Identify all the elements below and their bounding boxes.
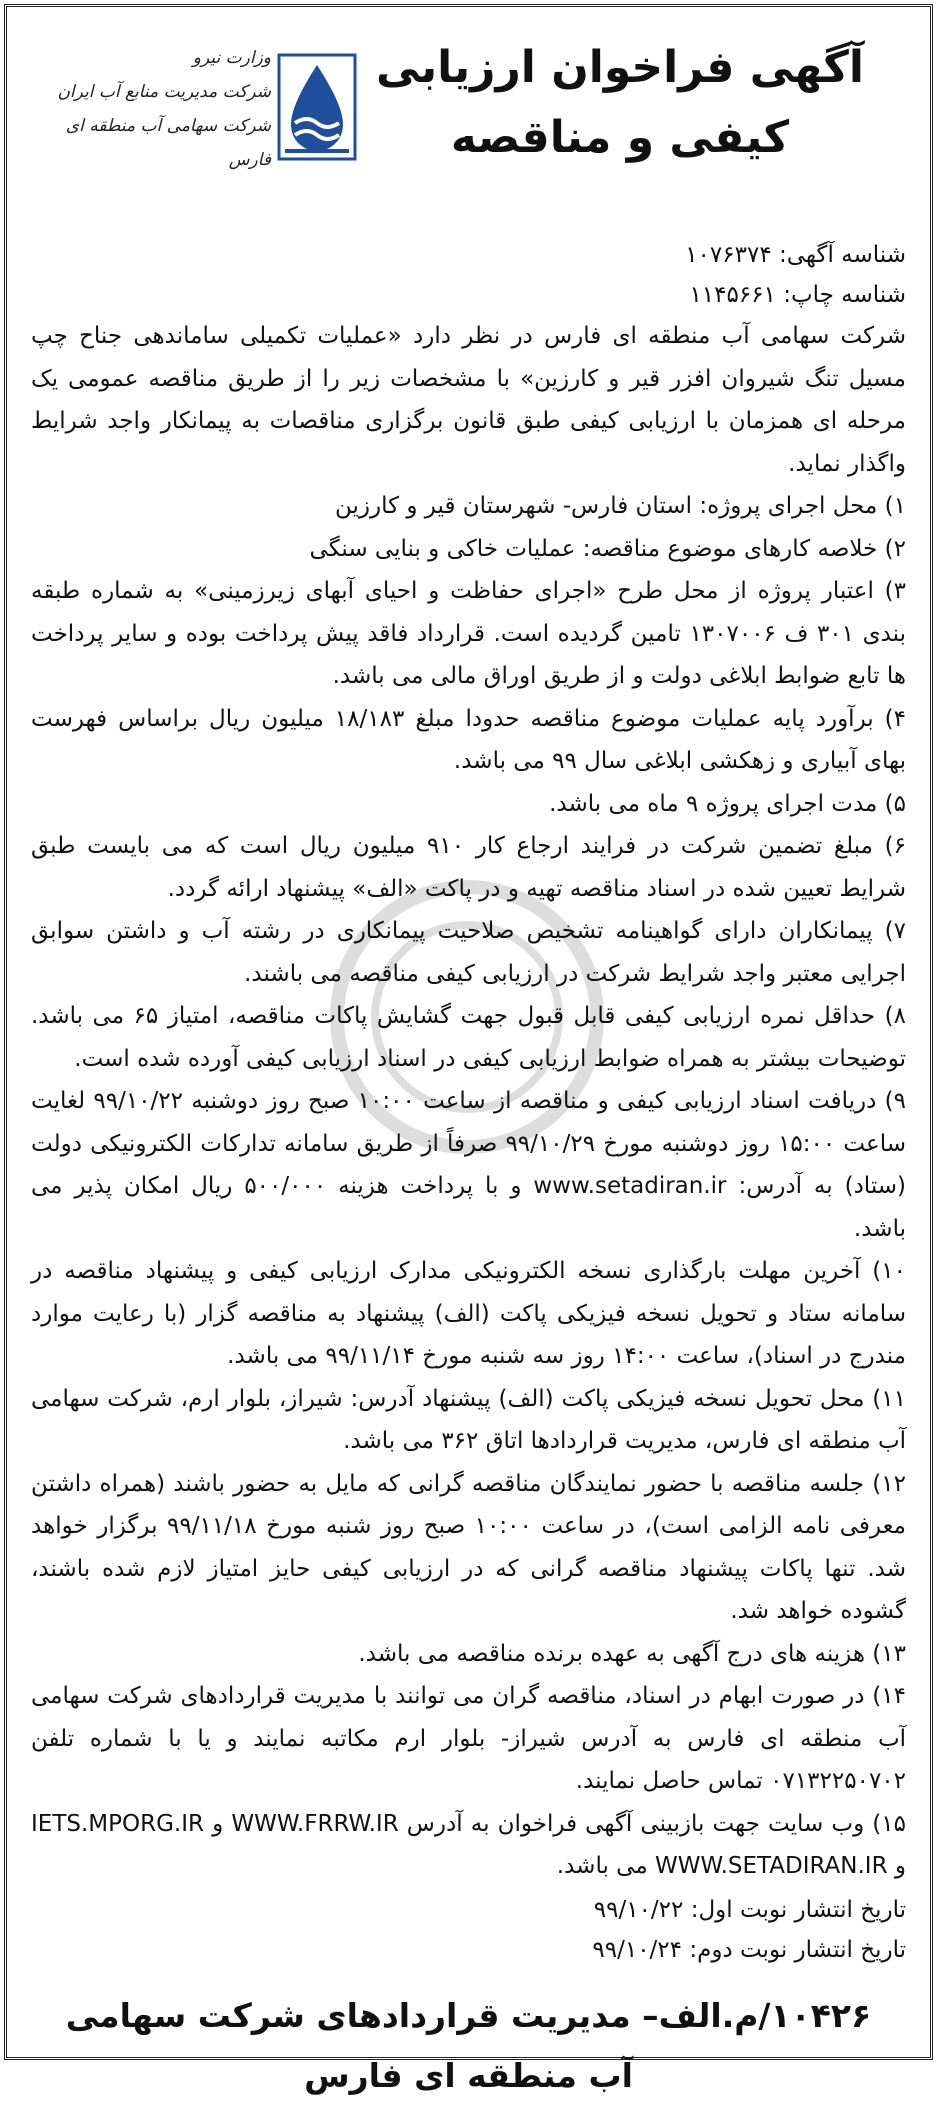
second-publication-date: تاریخ انتشار نوبت دوم: ۹۹/۱۰/۲۴: [592, 1936, 906, 1963]
list-item: ۸) حداقل نمره ارزیابی کیفی قابل قبول جهت گشایش پاکات مناقصه، امتیاز ۶۵ می باشد. توضیحات بیشتر به همراه ضوابط ارزیابی کیفی در اسناد ارزیابی کیفی آورده شده است.: [31, 1003, 906, 1072]
intro-paragraph: شرکت سهامی آب منطقه ای فارس در نظر دارد «عملیات تکمیلی ساماندهی جناح چپ مسیل تنگ شیروان افزر قیر و کارزین» با مشخصات زیر را از طریق مناقصه عمومی یک مرحله ای همزمان با ارزیابی کیفی طبق قانون برگزاری مناقصات به پیمانکار واجد شرایط واگذار نماید.: [31, 323, 906, 477]
company-logo: [37, 35, 357, 185]
list-item: ۱۱) محل تحویل نسخه فیزیکی پاکت (الف) پیشنهاد آدرس: شیراز، بلوار ارم، شرکت سهامی آب منطقه ای فارس، مدیریت قراردادها اتاق ۳۶۲ می باشد.: [31, 1385, 906, 1454]
list-item: ۱۴) در صورت ابهام در اسناد، مناقصه گران می توانند با مدیریت قراردادهای شرکت سهامی آب منطقه ای فارس به آدرس شیراز- بلوار ارم مکاتبه نمایند و یا با شماره تلفن ۰۷۱۳۲۲۵۰۷۰۲ تماس حاصل نمایند.: [31, 1683, 906, 1794]
tender-notice: [4, 4, 933, 2095]
list-item: ۴) برآورد پایه عملیات موضوع مناقصه حدودا مبلغ ۱۸/۱۸۳ میلیون ریال براساس فهرست بهای آبیاری و زهکشی ابلاغی سال ۹۹ می باشد.: [31, 705, 906, 774]
print-id: شناسه چاپ: ۱۱۴۵۶۶۱: [689, 282, 906, 308]
publication-dates: [31, 1890, 906, 1970]
ad-id: شناسه آگهی: ۱۰۷۶۳۷۴: [685, 242, 906, 268]
list-item: ۳) اعتبار پروژه از محل طرح «اجرای حفاظت و احیای آبهای زیرزمینی» به شماره طبقه بندی ۳۰۱ ف ۱۳۰۷۰۰۶ تامین گردیده است. قرارداد فاقد پیش پرداخت بوده و سایر پرداخت ها تابع ضوابط ابلاغی دولت و از طریق اوراق مالی می باشد.: [31, 578, 906, 689]
notice-header: [31, 25, 906, 235]
title-line-2: کیفی و مناقصه: [450, 112, 790, 163]
water-drop-logo-icon: [277, 53, 357, 163]
logo-line-2: شرکت مدیریت منابع آب ایران: [57, 82, 271, 102]
first-publication-date: تاریخ انتشار نوبت اول: ۹۹/۱۰/۲۲: [593, 1896, 906, 1923]
footer-line-2: آب منطقه ای فارس: [304, 2055, 633, 2095]
list-item: ۱۲) جلسه مناقصه با حضور نمایندگان مناقصه گرانی که مایل به حضور باشند (همراه داشتن معرفی نامه الزامی است)، در ساعت ۱۰:۰۰ صبح روز شنبه مورخ ۹۹/۱۱/۱۸ برگزار خواهد شد. تنها پاکات پیشنهاد مناقصه گرانی که در ارزیابی کیفی حایز امتیاز لازم شده باشند، گشوده خواهد شد.: [31, 1470, 906, 1624]
list-item: ۲) خلاصه کارهای موضوع مناقصه: عملیات خاکی و بنایی سنگی: [309, 535, 906, 562]
notice-items: [31, 485, 906, 1888]
list-item: ۵) مدت اجرای پروژه ۹ ماه می باشد.: [549, 790, 906, 817]
list-item: ۶) مبلغ تضمین شرکت در فرایند ارجاع کار ۹۱۰ میلیون ریال است که می بایست طبق شرایط تعیین شده در اسناد مناقصه تهیه و در پاکت «الف» پیشنهاد ارائه گردد.: [31, 833, 906, 902]
list-item: ۱۰) آخرین مهلت بارگذاری نسخه الکترونیکی مدارک ارزیابی کیفی و پیشنهاد مناقصه در سامانه ستاد و تحویل نسخه فیزیکی پاکت (الف) پیشنهاد به مناقصه گزار (با رعایت موارد مندرج در اسناد)، ساعت ۱۴:۰۰ روز سه شنبه مورخ ۹۹/۱۱/۱۴ می باشد.: [31, 1258, 906, 1369]
logo-line-3: شرکت سهامی آب منطقه ای فارس: [65, 116, 271, 170]
list-item: ۹) دریافت اسناد ارزیابی کیفی و مناقصه از ساعت ۱۰:۰۰ صبح روز دوشنبه ۹۹/۱۰/۲۲ لغایت ساعت ۱۵:۰۰ روز دوشنبه مورخ ۹۹/۱۰/۲۹ صرفاً از طریق سامانه تدارکات الکترونیکی دولت (ستاد) به آدرس: www.setadiran.ir و با پرداخت هزینه ۵۰۰/۰۰۰ ریال امکان پذیر می باشد.: [31, 1088, 907, 1242]
logo-line-1: وزارت نیرو: [192, 48, 271, 68]
notice-footer: [31, 1986, 906, 2106]
list-item: ۷) پیمانکاران دارای گواهینامه تشخیص صلاحیت پیمانکاری در رشته آب و داشتن سوابق اجرایی معتبر واجد شرایط شرکت در ارزیابی کیفی مناقصه می باشند.: [31, 918, 906, 987]
list-item: ۱۳) هزینه های درج آگهی به عهده برنده مناقصه می باشد.: [358, 1640, 906, 1667]
list-item: ۱۵) وب سایت جهت بازبینی آگهی فراخوان به آدرس WWW.FRRW.IR و IETS.MPORG.IR و WWW.SETADIRAN.IR می باشد.: [31, 1810, 906, 1879]
notice-title: [370, 33, 870, 173]
footer-line-1: ۱۰۴۲۶/م.الف– مدیریت قراردادهای شرکت سهامی: [65, 1995, 872, 2035]
notice-ids: [31, 235, 906, 315]
list-item: ۱) محل اجرای پروژه: استان فارس- شهرستان قیر و کارزین: [335, 493, 906, 519]
title-line-1: آگهی فراخوان ارزیابی: [376, 42, 864, 93]
notice-body: [31, 315, 906, 1888]
